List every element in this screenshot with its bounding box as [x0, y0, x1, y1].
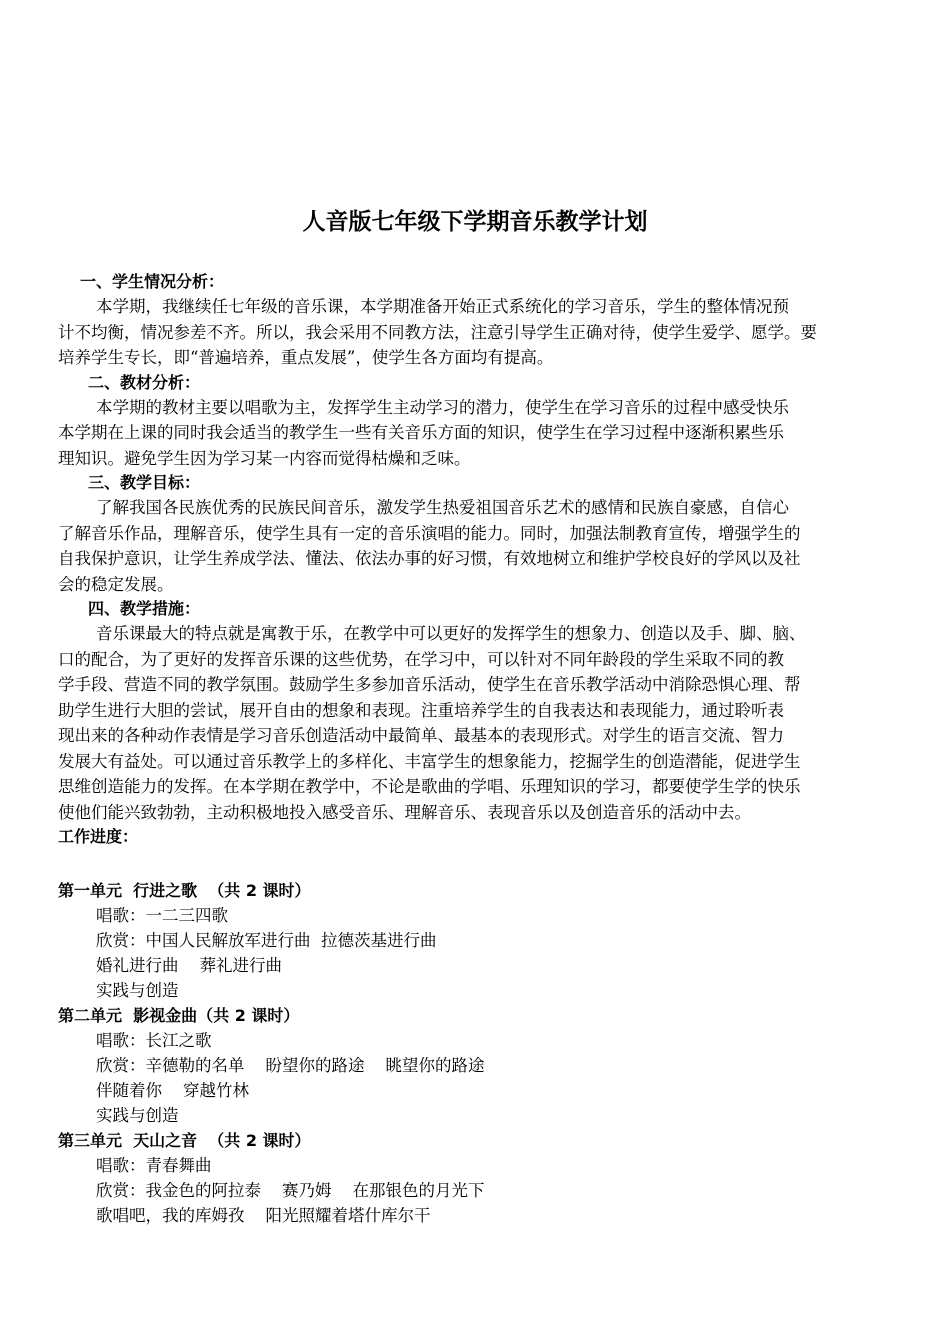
paragraph-line: 口的配合，为了更好的发挥音乐课的这些优势，在学习中，可以针对不同年龄段的学生采取不同的教	[58, 649, 784, 669]
progress-heading: 工作进度：	[58, 827, 139, 846]
section-heading: 一、学生情况分析：	[80, 272, 225, 291]
section-paragraph	[58, 395, 894, 472]
unit-title: 第三单元 天山之音 （共 2 课时）	[58, 1131, 311, 1150]
section-paragraph	[58, 621, 894, 825]
section-heading: 三、教学目标：	[88, 473, 201, 492]
paragraph-line: 会的稳定发展。	[58, 574, 174, 594]
paragraph-line: 了解我国各民族优秀的民族民间音乐，激发学生热爱祖国音乐艺术的感情和民族自豪感，自信心	[96, 498, 789, 517]
unit-item: 唱歌：一二三四歌	[96, 906, 228, 925]
unit-item: 实践与创造	[96, 981, 179, 1000]
section-heading: 四、教学措施：	[88, 599, 201, 618]
section-heading: 二、教材分析：	[88, 372, 201, 392]
unit-item: 欣赏：我金色的阿拉泰 赛乃姆 在那银色的月光下	[96, 1181, 485, 1200]
paragraph-line: 培养学生专长，即“普遍培养，重点发展”，使学生各方面均有提高。	[58, 348, 554, 367]
paragraph-line: 学手段、营造不同的教学氛围。鼓励学生多参加音乐活动，使学生在音乐教学活动中消除恐惧心理、帮	[58, 675, 801, 694]
paragraph-line: 使他们能兴致勃勃，主动积极地投入感受音乐、理解音乐、表现音乐以及创造音乐的活动中去。	[58, 802, 751, 822]
unit-item: 伴随着你 穿越竹林	[96, 1081, 249, 1100]
unit-item: 实践与创造	[96, 1106, 179, 1125]
paragraph-line: 本学期在上课的同时我会适当的教学生一些有关音乐方面的知识，使学生在学习过程中逐渐积累些乐	[58, 423, 784, 442]
paragraph-line: 理知识。避免学生因为学习某一内容而觉得枯燥和乏味。	[58, 448, 471, 468]
document-body	[58, 270, 894, 849]
unit-item: 婚礼进行曲 葬礼进行曲	[96, 956, 282, 975]
paragraph-line: 现出来的各种动作表情是学习音乐创造活动中最简单、最基本的表现形式。对学生的语言交流、智力	[58, 726, 784, 745]
schedule	[58, 878, 894, 1228]
paragraph-line: 本学期，我继续任七年级的音乐课，本学期准备开始正式系统化的学习音乐，学生的整体情况预	[96, 297, 789, 316]
paragraph-line: 了解音乐作品，理解音乐，使学生具有一定的音乐演唱的能力。同时，加强法制教育宣传，增强学生的	[58, 523, 801, 543]
unit-title: 第一单元 行进之歌 （共 2 课时）	[58, 881, 311, 900]
paragraph-line: 本学期的教材主要以唱歌为主，发挥学生主动学习的潜力，使学生在学习音乐的过程中感受快乐	[96, 397, 789, 417]
paragraph-line: 思维创造能力的发挥。在本学期在教学中，不论是歌曲的学唱、乐理知识的学习，都要使学生学的快乐	[58, 777, 801, 796]
unit-item: 歌唱吧，我的库姆孜 阳光照耀着塔什库尔干	[96, 1206, 431, 1225]
paragraph-line: 音乐课最大的特点就是寓教于乐，在教学中可以更好的发挥学生的想象力、创造以及手、脚、脑、	[96, 624, 806, 643]
paragraph-line: 自我保护意识，让学生养成学法、懂法、依法办事的好习惯，有效地树立和维护学校良好的学风以及社	[58, 549, 801, 568]
unit-item: 唱歌：长江之歌	[96, 1031, 212, 1050]
unit-item: 唱歌：青春舞曲	[96, 1156, 212, 1175]
unit-item: 欣赏：辛德勒的名单 盼望你的路途 眺望你的路途	[96, 1056, 485, 1075]
paragraph-line: 助学生进行大胆的尝试，展开自由的想象和表现。注重培养学生的自我表达和表现能力，通过聆听表	[58, 700, 784, 720]
paragraph-line: 发展大有益处。可以通过音乐教学上的多样化、丰富学生的想象能力，挖掘学生的创造潜能，促进学生	[58, 751, 801, 771]
section-paragraph	[58, 495, 894, 597]
unit-item: 欣赏：中国人民解放军进行曲 拉德茨基进行曲	[96, 931, 437, 950]
document-title: 人音版七年级下学期音乐教学计划	[302, 209, 648, 235]
unit-title: 第二单元 影视金曲（共 2 课时）	[58, 1006, 300, 1025]
paragraph-line: 计不均衡，情况参差不齐。所以，我会采用不同教方法，注意引导学生正确对待，使学生爱学、愿学。要	[58, 322, 817, 342]
section-paragraph	[58, 294, 894, 371]
